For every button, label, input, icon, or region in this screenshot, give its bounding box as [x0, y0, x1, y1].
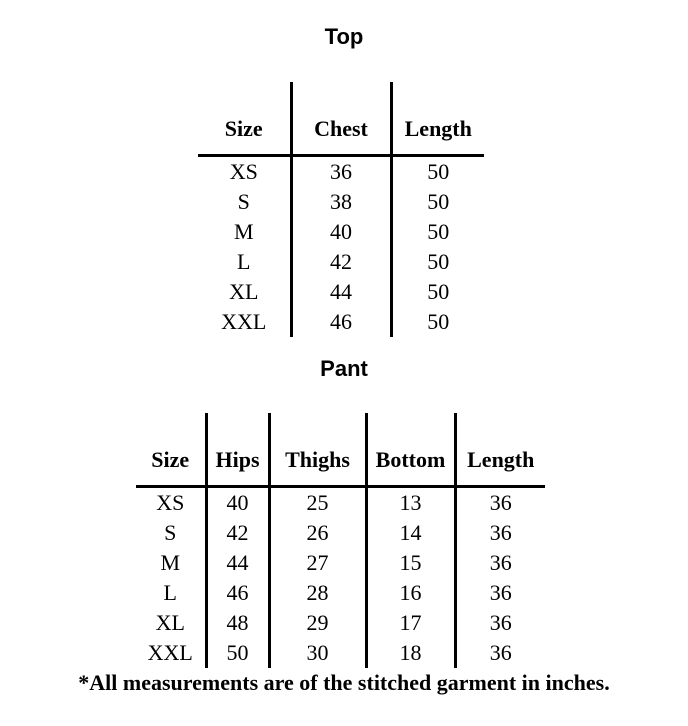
table-row [136, 548, 545, 578]
size-cell: XS [156, 490, 185, 515]
thighs-cell: 30 [269, 638, 366, 668]
chest-cell: 36 [291, 156, 391, 188]
chest-cell: 40 [291, 217, 391, 247]
size-cell: S [164, 520, 177, 545]
table-row [198, 307, 484, 337]
hips-cell: 40 [206, 487, 269, 519]
header-bottom: Bottom [366, 413, 455, 487]
size-cell: XL [155, 610, 185, 635]
table-row [198, 187, 484, 217]
top-size-table [198, 82, 484, 337]
bottom-cell: 16 [366, 578, 455, 608]
length-cell: 36 [455, 608, 545, 638]
table-row [136, 608, 545, 638]
hips-cell: 44 [206, 548, 269, 578]
size-cell: XXL [221, 309, 267, 334]
bottom-cell: 14 [366, 518, 455, 548]
header-chest: Chest [291, 82, 391, 156]
length-cell: 50 [391, 307, 484, 337]
table-row [198, 217, 484, 247]
length-cell: 36 [455, 578, 545, 608]
pant-chart-title: Pant [320, 356, 368, 381]
length-cell: 50 [391, 187, 484, 217]
thighs-cell: 28 [269, 578, 366, 608]
bottom-cell: 15 [366, 548, 455, 578]
header-hips: Hips [206, 413, 269, 487]
length-cell: 36 [455, 487, 545, 519]
length-cell: 50 [391, 247, 484, 277]
length-cell: 50 [391, 156, 484, 188]
length-cell: 50 [391, 217, 484, 247]
chest-cell: 42 [291, 247, 391, 277]
size-cell: S [237, 189, 250, 214]
thighs-cell: 25 [269, 487, 366, 519]
hips-cell: 42 [206, 518, 269, 548]
table-row [198, 156, 484, 188]
header-length: Length [455, 413, 545, 487]
thighs-cell: 29 [269, 608, 366, 638]
table-row [198, 277, 484, 307]
top-chart-title: Top [324, 24, 364, 49]
bottom-cell: 18 [366, 638, 455, 668]
bottom-cell: 17 [366, 608, 455, 638]
chest-cell: 38 [291, 187, 391, 217]
size-cell: M [160, 550, 181, 575]
size-cell: L [163, 580, 177, 605]
table-header-row [136, 413, 545, 487]
size-cell: XL [229, 279, 259, 304]
hips-cell: 48 [206, 608, 269, 638]
table-row [136, 638, 545, 668]
measurement-note: *All measurements are of the stitched garment in inches. [78, 670, 610, 695]
table-row [136, 518, 545, 548]
table-row [136, 578, 545, 608]
hips-cell: 46 [206, 578, 269, 608]
length-cell: 36 [455, 638, 545, 668]
header-length: Length [391, 82, 484, 156]
thighs-cell: 26 [269, 518, 366, 548]
chest-cell: 44 [291, 277, 391, 307]
table-row [136, 487, 545, 519]
table-row [198, 247, 484, 277]
size-cell: XXL [147, 640, 193, 665]
header-thighs: Thighs [269, 413, 366, 487]
thighs-cell: 27 [269, 548, 366, 578]
hips-cell: 50 [206, 638, 269, 668]
length-cell: 50 [391, 277, 484, 307]
table-header-row [198, 82, 484, 156]
chest-cell: 46 [291, 307, 391, 337]
size-cell: XS [229, 159, 258, 184]
length-cell: 36 [455, 518, 545, 548]
header-size: Size [198, 82, 291, 156]
bottom-cell: 13 [366, 487, 455, 519]
length-cell: 36 [455, 548, 545, 578]
size-cell: M [233, 219, 254, 244]
header-size: Size [136, 413, 206, 487]
pant-size-table [136, 413, 545, 668]
size-cell: L [237, 249, 251, 274]
